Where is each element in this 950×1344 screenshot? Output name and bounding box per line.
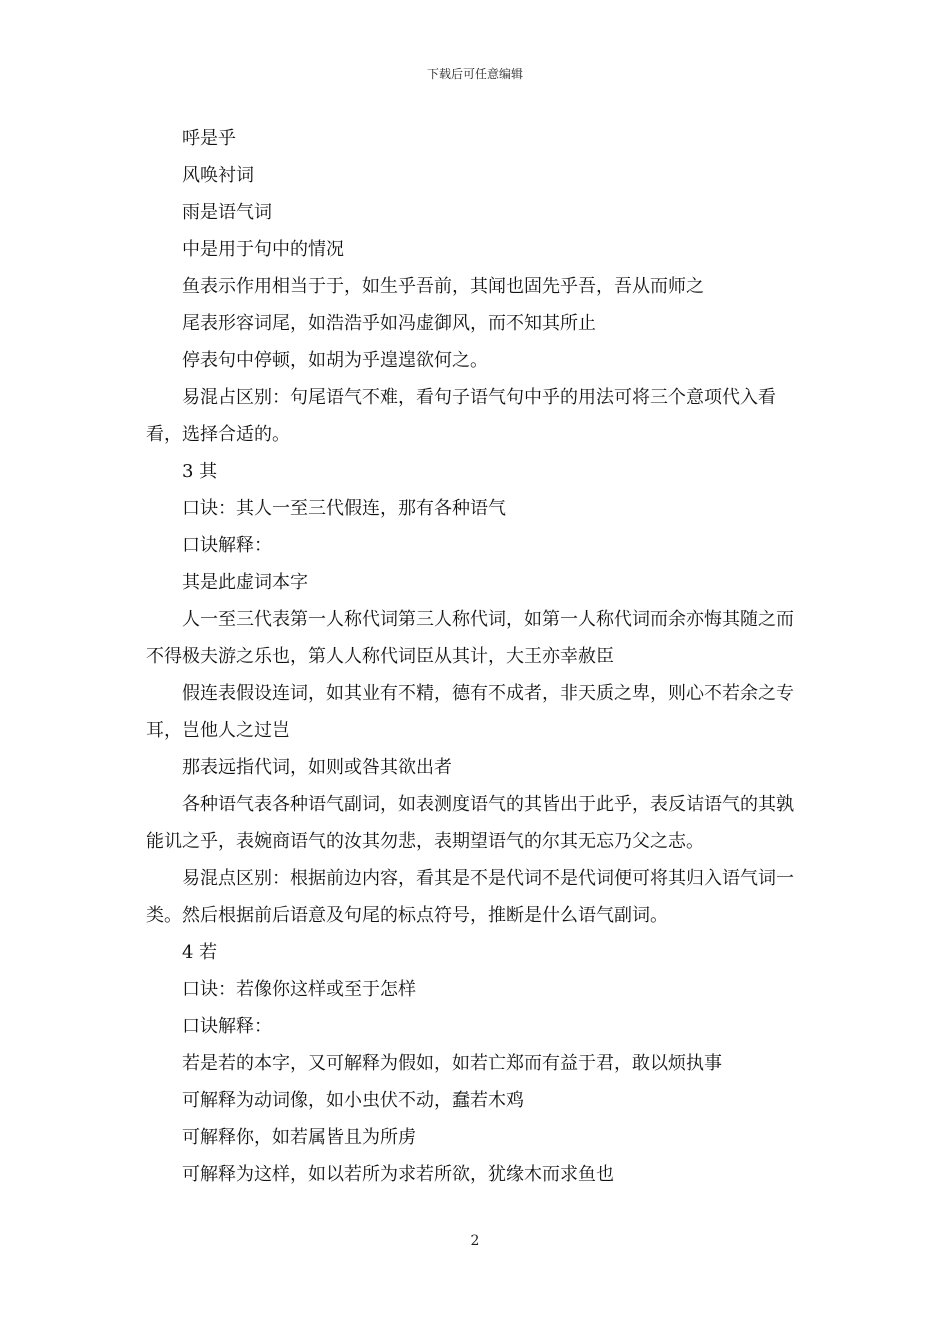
page-header: 下载后可任意编辑 <box>426 67 523 81</box>
paragraph: 呼是乎 <box>182 128 236 149</box>
paragraph: 停表句中停顿，如胡为乎遑遑欲何之。 <box>182 350 488 371</box>
paragraph: 假连表假设连词，如其业有不精，德有不成者，非天质之卑，则心不若余之专耳，岂他人之过岂 <box>146 683 794 741</box>
paragraph: 可解释为这样，如以若所为求若所欲，犹缘木而求鱼也 <box>182 1164 614 1185</box>
paragraph: 口诀解释： <box>182 1016 272 1037</box>
document-body <box>146 120 810 1193</box>
section-heading: 3 其 <box>182 461 218 482</box>
page-number: 2 <box>470 1233 480 1249</box>
paragraph: 口诀：其人一至三代假连，那有各种语气 <box>182 498 506 519</box>
paragraph: 可解释你，如若属皆且为所虏 <box>182 1127 416 1148</box>
paragraph: 中是用于句中的情况 <box>182 239 344 260</box>
paragraph: 易混点区别：根据前边内容，看其是不是代词不是代词便可将其归入语气词一类。然后根据前后语意及句尾的标点符号，推断是什么语气副词。 <box>146 868 794 926</box>
paragraph: 口诀：若像你这样或至于怎样 <box>182 979 416 1000</box>
paragraph: 风唤衬词 <box>182 165 254 186</box>
paragraph: 各种语气表各种语气副词，如表测度语气的其皆出于此乎，表反诘语气的其孰能讥之乎，表婉商语气的汝其勿悲，表期望语气的尔其无忘乃父之志。 <box>146 794 794 852</box>
paragraph: 口诀解释： <box>182 535 272 556</box>
paragraph: 雨是语气词 <box>182 202 272 223</box>
paragraph: 其是此虚词本字 <box>182 572 308 593</box>
paragraph: 鱼表示作用相当于于，如生乎吾前，其闻也固先乎吾，吾从而师之 <box>182 276 704 297</box>
paragraph: 那表远指代词，如则或咎其欲出者 <box>182 757 452 778</box>
paragraph: 人一至三代表第一人称代词第三人称代词，如第一人称代词而余亦悔其随之而不得极夫游之乐也，第人人称代词臣从其计，大王亦幸赦臣 <box>146 609 794 667</box>
paragraph: 易混占区别：句尾语气不难，看句子语气句中乎的用法可将三个意项代入看看，选择合适的。 <box>146 387 776 445</box>
paragraph: 若是若的本字，又可解释为假如，如若亡郑而有益于君，敢以烦执事 <box>182 1053 722 1074</box>
section-heading: 4 若 <box>182 942 218 963</box>
paragraph: 尾表形容词尾，如浩浩乎如冯虚御风，而不知其所止 <box>182 313 596 334</box>
paragraph: 可解释为动词像，如小虫伏不动，蠢若木鸡 <box>182 1090 524 1111</box>
